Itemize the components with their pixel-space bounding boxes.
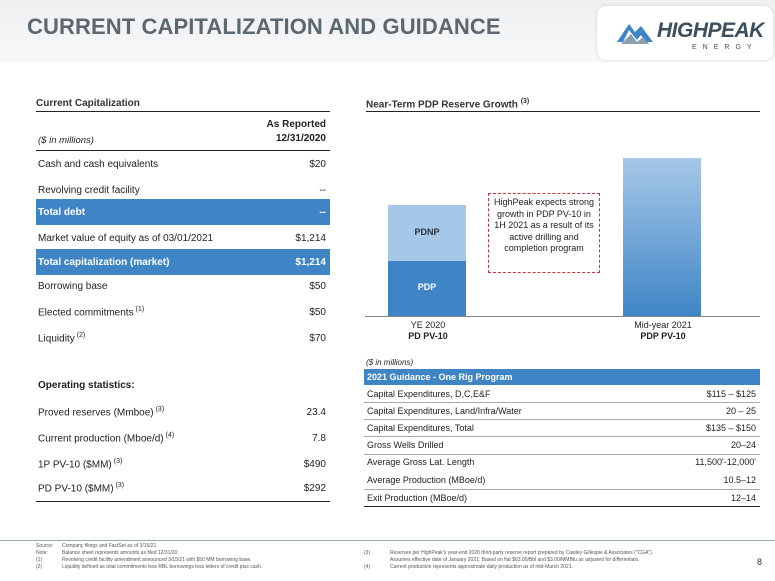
category-line2: PD PV-10 <box>408 331 448 341</box>
capitalization-heading: Current Capitalization <box>36 98 140 109</box>
row-label <box>38 306 144 318</box>
x-axis-line <box>365 316 760 317</box>
footer-rule <box>0 540 775 541</box>
company-logo <box>597 6 773 60</box>
footnote-ref: (4) <box>165 431 175 439</box>
units-label: ($ in millions) <box>38 135 94 146</box>
row-label <box>38 458 122 470</box>
footnote <box>36 550 179 557</box>
table-row <box>364 470 760 490</box>
row-label-text: 1P PV-10 ($MM) <box>38 459 112 471</box>
row-label: Borrowing base <box>38 280 108 292</box>
row-value: $115 – $125 <box>706 389 756 399</box>
row-label-text: PD PV-10 ($MM) <box>38 483 114 495</box>
row-label: Market value of equity as of 03/01/2021 <box>38 232 214 244</box>
footnote-key: Note: <box>36 550 48 556</box>
row-label: Gross Wells Drilled <box>367 439 444 450</box>
bar-label-pdnp: PDNP <box>414 227 440 238</box>
table-row <box>36 451 330 477</box>
row-label <box>38 332 85 344</box>
bar-pdp-midyear2021 <box>623 158 701 316</box>
row-label: Capital Expenditures, Land/Infra/Water <box>367 406 522 416</box>
row-value: 10.5–12 <box>723 474 756 485</box>
category-line1: YE 2020 <box>410 320 446 330</box>
table-row <box>36 425 330 451</box>
row-label: Capital Expenditures, Total <box>367 423 474 433</box>
chart-title: Near-Term PDP Reserve Growth <box>366 99 518 111</box>
page-title: CURRENT CAPITALIZATION AND GUIDANCE <box>27 14 501 39</box>
footnote-key: (1) <box>36 557 43 563</box>
col-header-line2: 12/31/2020 <box>275 133 326 144</box>
footnote <box>364 564 573 571</box>
row-label: Revolving credit facility <box>38 184 140 196</box>
row-label: Total debt <box>38 206 86 218</box>
table-bottom-rule <box>36 501 330 502</box>
operating-statistics-heading: Operating statistics: <box>38 380 135 391</box>
row-value: $490 <box>303 458 326 470</box>
table-row <box>36 151 330 177</box>
row-value: $50 <box>309 306 326 318</box>
footnote-text: Liquidity defined as total commitments less RBL borrowings less letters of credit plus cash. <box>62 564 263 570</box>
row-value: $135 – $150 <box>705 423 756 433</box>
row-label-text: Proved reserves (Mmboe) <box>38 407 154 419</box>
row-value: 7.8 <box>312 432 326 444</box>
category-label-ye2020 <box>373 320 483 342</box>
guidance-heading: 2021 Guidance - One Rig Program <box>364 369 760 385</box>
logo-wordmark: HIGHPEAK <box>657 19 764 42</box>
category-line2: PDP PV-10 <box>640 331 686 341</box>
footnote-text: Company filings and FactSet as of 3/15/21. <box>62 543 158 549</box>
table-row <box>36 273 330 299</box>
footnote-text: Assumes effective date of January 2021; Based on flat $63.00/Bbl and $3.00/MMBtu as adjusted for differentials. <box>390 557 640 563</box>
row-value: -- <box>319 206 326 218</box>
row-value: 20 – 25 <box>725 406 756 416</box>
footnote <box>36 557 252 564</box>
footnote-text: Revolving credit facility amendment announced 3/15/21 with $50 MM borrowing base. <box>62 557 252 563</box>
footnote-ref: (3) <box>113 457 123 465</box>
footnote-key: (2) <box>36 564 43 570</box>
as-reported-header <box>267 118 326 146</box>
row-label <box>38 432 174 444</box>
row-value: $292 <box>303 482 326 494</box>
logo-subtitle: ENERGY <box>692 44 758 51</box>
row-label-text: Current production (Mboe/d) <box>38 433 164 445</box>
table-row <box>36 399 330 425</box>
row-label-text: Liquidity <box>38 333 75 345</box>
footnote <box>36 564 262 571</box>
footnote-key: Source: <box>36 543 54 549</box>
row-value: $1,214 <box>295 232 326 244</box>
footnote <box>364 550 653 557</box>
row-label: Average Production (MBoe/d) <box>367 474 486 485</box>
row-value: $70 <box>309 332 326 344</box>
row-value: $20 <box>309 158 326 170</box>
table-row <box>364 403 760 420</box>
table-row <box>36 475 330 501</box>
reserve-growth-chart <box>365 105 760 350</box>
table-row <box>364 453 760 470</box>
row-value: -- <box>319 184 326 196</box>
row-value: 11,500'-12,000' <box>695 456 756 467</box>
row-value: $50 <box>309 280 326 292</box>
row-label-text: Elected commitments <box>38 307 134 319</box>
table-row <box>364 435 760 455</box>
footnote-key: (4) <box>364 564 371 570</box>
table-row <box>364 386 760 403</box>
mountain-logo-icon <box>615 18 655 46</box>
footnote-text: Balance sheet represents amounts as filed 12/31/20. <box>62 550 179 556</box>
row-label: Cash and cash equivalents <box>38 158 159 170</box>
table-row <box>36 325 330 351</box>
row-value: 20–24 <box>730 439 756 450</box>
table-row <box>36 225 330 251</box>
row-value: $1,214 <box>295 256 326 268</box>
chart-title-footnote: (3) <box>520 98 530 105</box>
footnote-key: (3) <box>364 550 371 556</box>
footnote-text: Reserves per HighPeak's year-end 2020 third-party reserve report prepared by Cawley Gillespie & Associates ("CGA"). <box>390 550 654 556</box>
category-label-midyear2021 <box>608 320 718 342</box>
footnote-ref: (1) <box>135 305 145 313</box>
table-row <box>36 299 330 325</box>
footnote-text: Current production represents approximate daily production as of mid-March 2021. <box>390 564 573 570</box>
total-debt-row <box>36 199 330 225</box>
row-value: 12–14 <box>730 493 756 503</box>
footnote-ref: (2) <box>76 331 86 339</box>
row-label: Capital Expenditures, D,C,E&F <box>367 389 491 399</box>
footnote <box>364 557 639 564</box>
footnote <box>36 543 158 550</box>
table-row <box>364 490 760 507</box>
guidance-units: ($ in millions) <box>366 358 414 367</box>
row-label <box>38 482 124 494</box>
row-label <box>38 406 164 418</box>
page-number: 8 <box>757 557 763 567</box>
footnote-ref: (3) <box>115 481 125 489</box>
row-label: Exit Production (MBoe/d) <box>367 493 468 503</box>
footnote-ref: (3) <box>155 405 165 413</box>
bar-label-pdp: PDP <box>417 282 437 293</box>
col-header-line1: As Reported <box>266 119 326 130</box>
category-line1: Mid-year 2021 <box>634 320 692 330</box>
row-label: Total capitalization (market) <box>38 256 170 268</box>
growth-callout: HighPeak expects strong growth in PDP PV-10 in 1H 2021 as a result of its active drilling and completion program <box>488 193 600 273</box>
total-capitalization-row <box>36 249 330 275</box>
row-label: Average Gross Lat. Length <box>367 456 475 467</box>
capitalization-heading-rule <box>36 111 330 112</box>
row-value: 23.4 <box>306 406 326 418</box>
